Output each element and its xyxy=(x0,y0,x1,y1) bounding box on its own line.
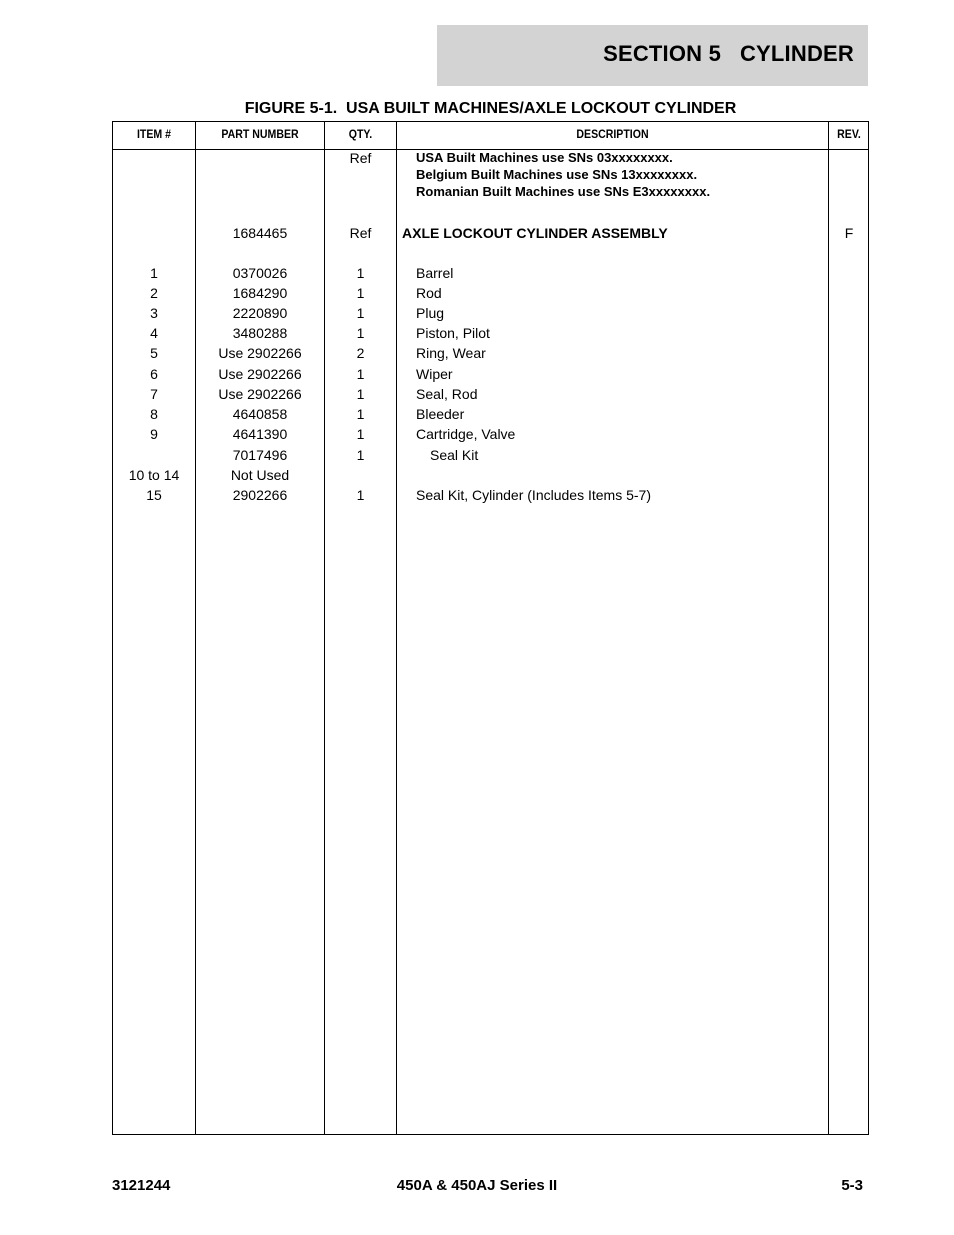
row-qty xyxy=(325,465,396,485)
row-description: Rod xyxy=(416,285,442,301)
assembly-part-number: 1684465 xyxy=(232,225,288,241)
row-part-number: 0370026 xyxy=(232,265,288,281)
footer-model: 450A & 450AJ Series II xyxy=(396,1177,558,1194)
note-line: Romanian Built Machines use SNs E3xxxxxxxx. xyxy=(416,184,711,199)
row-part-number: 4641390 xyxy=(232,426,288,442)
row-item: 10 to 14 xyxy=(128,467,180,483)
row-item: 2 xyxy=(150,285,158,301)
col-header-item: ITEM # xyxy=(136,127,172,141)
row-qty: 1 xyxy=(356,426,365,442)
section-header-band xyxy=(437,25,868,86)
row-item: 8 xyxy=(150,406,158,422)
row-qty: 1 xyxy=(356,386,365,402)
row-description: Seal Kit xyxy=(430,447,479,463)
assembly-qty: Ref xyxy=(349,225,372,241)
row-part-number: Use 2902266 xyxy=(218,386,302,402)
row-qty: 1 xyxy=(356,325,365,341)
col-header-rev: REV. xyxy=(837,127,861,141)
row-part-number: 1684290 xyxy=(232,285,288,301)
row-description: Cartridge, Valve xyxy=(416,426,516,442)
assembly-rev: F xyxy=(844,225,854,241)
note-qty: Ref xyxy=(349,150,372,166)
row-item: 3 xyxy=(150,305,158,321)
col-header-description: DESCRIPTION xyxy=(576,127,649,141)
column-divider xyxy=(828,122,829,1134)
row-item: 9 xyxy=(150,426,158,442)
row-part-number: 2902266 xyxy=(232,487,288,503)
col-header-qty: QTY. xyxy=(348,127,373,141)
row-part-number: Use 2902266 xyxy=(218,345,302,361)
note-line: Belgium Built Machines use SNs 13xxxxxxxx. xyxy=(416,167,698,182)
row-item: 4 xyxy=(150,325,158,341)
row-qty: 1 xyxy=(356,447,365,463)
row-description: Barrel xyxy=(416,265,454,281)
row-part-number: Not Used xyxy=(230,467,290,483)
row-qty: 2 xyxy=(356,345,365,361)
row-item: 7 xyxy=(150,386,158,402)
row-qty: 1 xyxy=(356,366,365,382)
section-title: SECTION 5 CYLINDER xyxy=(603,41,854,66)
row-qty: 1 xyxy=(356,406,365,422)
row-part-number: Use 2902266 xyxy=(218,366,302,382)
row-item: 5 xyxy=(150,345,158,361)
note-line: USA Built Machines use SNs 03xxxxxxxx. xyxy=(416,150,673,165)
row-description: Seal, Rod xyxy=(416,386,478,402)
column-divider xyxy=(396,122,397,1134)
footer-page-number: 5-3 xyxy=(841,1177,863,1194)
footer-doc-number: 3121244 xyxy=(112,1177,171,1194)
row-qty: 1 xyxy=(356,285,365,301)
row-part-number: 2220890 xyxy=(232,305,288,321)
row-part-number: 7017496 xyxy=(232,447,288,463)
row-item: 6 xyxy=(150,366,158,382)
row-qty: 1 xyxy=(356,487,365,503)
assembly-description: AXLE LOCKOUT CYLINDER ASSEMBLY xyxy=(402,225,668,241)
row-item: 1 xyxy=(150,265,158,281)
col-header-part-number: PART NUMBER xyxy=(221,127,299,141)
row-part-number: 3480288 xyxy=(232,325,288,341)
row-qty: 1 xyxy=(356,305,365,321)
row-part-number: 4640858 xyxy=(232,406,288,422)
row-description: Piston, Pilot xyxy=(416,325,490,341)
row-item: 15 xyxy=(146,487,162,503)
figure-title: FIGURE 5-1. USA BUILT MACHINES/AXLE LOCKOUT CYLINDER xyxy=(244,100,737,117)
row-description: Wiper xyxy=(416,366,453,382)
row-description: Seal Kit, Cylinder (Includes Items 5-7) xyxy=(416,487,651,503)
row-qty: 1 xyxy=(356,265,365,281)
parts-table xyxy=(112,121,869,1135)
row-description: Plug xyxy=(416,305,445,321)
row-description: Ring, Wear xyxy=(416,345,486,361)
row-item xyxy=(113,445,195,465)
row-description: Bleeder xyxy=(416,406,465,422)
